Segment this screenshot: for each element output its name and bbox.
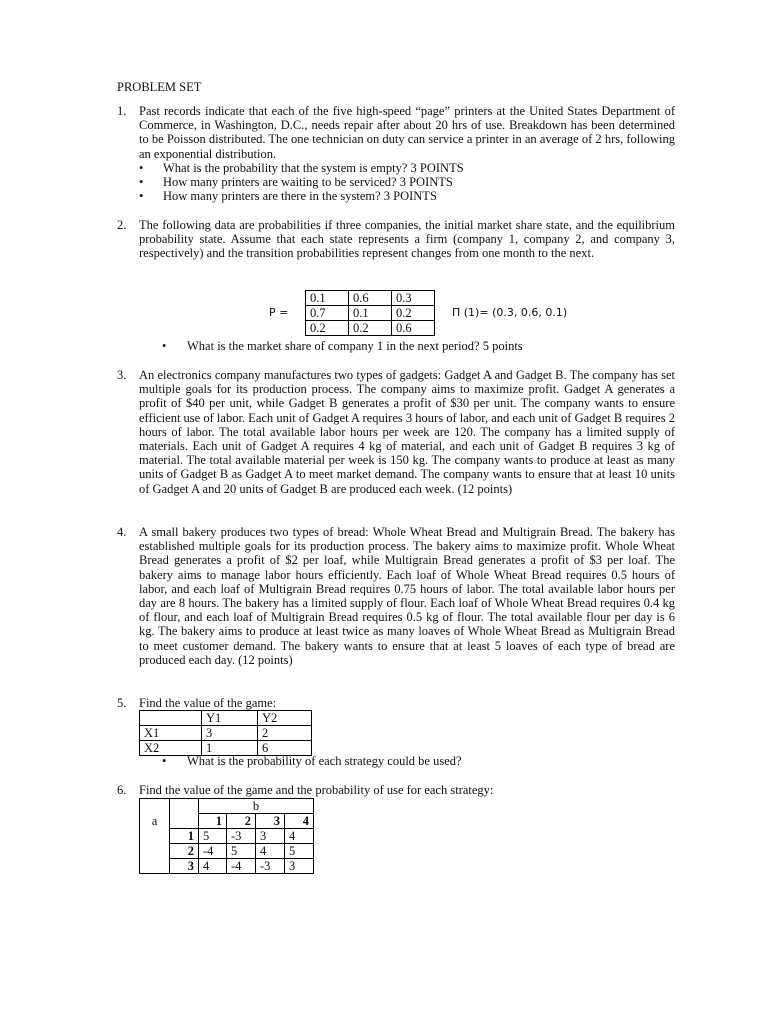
table-row bbox=[140, 799, 314, 814]
table-cell: 1 bbox=[202, 741, 258, 756]
column-player-label: b bbox=[199, 799, 314, 814]
table-cell: 0.6 bbox=[349, 291, 392, 306]
question-1 bbox=[117, 104, 675, 203]
table-row bbox=[140, 711, 312, 726]
list-item: • How many printers are there in the system? 3 POINTS bbox=[139, 189, 675, 203]
question-text: Find the value of the game and the probability of use for each strategy: bbox=[139, 783, 494, 797]
document-page: PROBLEM SET 1. Past records indicate that each of the five high-speed “page” printers at the United States Department of Commerce, in Washington, D.C., needs repair after about 20 hrs of use. Breakdown has been determined to be Poisson distributed. The one technician on duty can service a printer in an average of 2 hrs, following an exponential distribution. • What is the probability that the system is empty? 3 POINTS • How many printers are waiting to be serviced? 3 POINTS • How many printers are there in the system? 3 POINTS 2. The following data are probabilities if three companies, the initial market share state, and the equilibrium probability state. Assume that each state represents a firm (company 1, company 2, and company 3, respectively) and the transition probabilities represent changes from one month to the next. P = 0.1 0.6 0.3 0.7 0.1 0.2 0.2 0.2 0.6 Π (1)= (0.3, 0.6, 0.1) • What is the market share of company 1 in the next period? 5 points 3. An electronics company manufactures two types of gadgets: Gadget A and Gadget B. The company has set multiple goals for its production process. The company aims to maximize profit. Gadget A generates a profit of $40 per unit, while Gadget B generates a profit of $30 per unit. The company wants to ensure efficient use of labor. Each unit of Gadget A requires 3 hours of labor, and each unit of Gadget B requires 2 hours of labor. The total available labor hours per week are 120. The company has a limited supply of materials. Each unit of Gadget A requires 4 kg of material, and each unit of Gadget B requires 3 kg of material. The total available material per week is 150 kg. The company wants to produce at least as many units of Gadget B as Gadget A to meet market demand. The company wants to ensure that at least 10 units of Gadget A and 20 units of Gadget B are produced each week. (12 points) 4. A small bakery produces two types of bread: Whole Wheat Bread and Multigrain Bread. The bakery has established multiple goals for its production process. The bakery aims to maximize profit. Whole Wheat Bread generates a profit of $2 per loaf, while Multigrain Bread generates a profit of $3 per loaf. The bakery aims to manage labor hours efficiently. Each loaf of Whole Wheat Bread requires 0.5 hours of labor, and each loaf of Multigrain Bread requires 0.75 hours of labor. The total available labor hours per day are 8 hours. The bakery has a limited supply of flour. Each loaf of Whole Wheat Bread requires 0.4 kg of flour, and each loaf of Multigrain Bread requires 0.5 kg of flour. The total available flour per day is 6 kg. The bakery aims to produce at least twice as many loaves of Whole Wheat Bread as Multigrain Bread to meet customer demand. The bakery wants to ensure that at least 5 loaves of each type of bread are produced each day. (12 points) 5. Find the value of the game: Y1 Y2 X1 3 2 X2 1 6 • What is the probability of each strategy could be used? 6. Find the value of the game and the probability of use for each strategy: b a 1 2 3 4 1 5 -3 3 4 2 -4 5 4 5 3 4 -4 -3 3 bbox=[0, 0, 768, 1024]
table-cell: Y2 bbox=[258, 711, 312, 726]
question-4 bbox=[117, 525, 675, 667]
question-text: The following data are probabilities if three companies, the initial market share state, and the equilibrium probability state. Assume that each state represents a firm (company 1, company 2, and company 3, respectively) and the transition probabilities represent changes from one month to the next. bbox=[139, 218, 675, 261]
initial-state-label: Π (1)= (0.3, 0.6, 0.1) bbox=[452, 306, 568, 319]
question-5 bbox=[117, 696, 675, 710]
table-cell: -4 bbox=[227, 859, 256, 874]
bullet-list bbox=[139, 161, 675, 204]
page-title: PROBLEM SET bbox=[117, 80, 202, 94]
table-cell: 6 bbox=[258, 741, 312, 756]
table-row bbox=[140, 726, 312, 741]
table-cell: 4 bbox=[199, 859, 227, 874]
transition-matrix bbox=[305, 290, 435, 336]
question-number: 2. bbox=[117, 218, 127, 232]
row-header: 1 bbox=[170, 829, 199, 844]
table-cell: 0.2 bbox=[306, 321, 349, 336]
table-cell: 5 bbox=[227, 844, 256, 859]
table-cell: 5 bbox=[285, 844, 314, 859]
table-cell: 2 bbox=[258, 726, 312, 741]
row-player-label: a bbox=[140, 814, 170, 829]
question-text: An electronics company manufactures two types of gadgets: Gadget A and Gadget B. The company has set multiple goals for its production process. The company aims to maximize profit. Gadget A generates a profit of $40 per unit, while Gadget B generates a profit of $30 per unit. The company wants to ensure efficient use of labor. Each unit of Gadget A requires 3 hours of labor, and each unit of Gadget B requires 2 hours of labor. The total available labor hours per week are 120. The company has a limited supply of materials. Each unit of Gadget A requires 4 kg of material, and each unit of Gadget B requires 3 kg of material. The total available material per week is 150 kg. The company wants to produce at least as many units of Gadget B as Gadget A to meet market demand. The company wants to ensure that at least 10 units of Gadget A and 20 units of Gadget B are produced each week. (12 points) bbox=[139, 368, 675, 496]
table-cell: 3 bbox=[202, 726, 258, 741]
p-label: P = bbox=[269, 306, 289, 319]
row-header: 2 bbox=[170, 844, 199, 859]
list-item: • How many printers are waiting to be serviced? 3 POINTS bbox=[139, 175, 675, 189]
table-row bbox=[140, 814, 314, 829]
table-row bbox=[140, 844, 314, 859]
table-cell: 5 bbox=[199, 829, 227, 844]
column-header: 4 bbox=[285, 814, 314, 829]
table-cell: 0.1 bbox=[306, 291, 349, 306]
table-cell: -4 bbox=[199, 844, 227, 859]
table-cell: X1 bbox=[140, 726, 202, 741]
table-cell: 0.7 bbox=[306, 306, 349, 321]
column-header: 3 bbox=[256, 814, 285, 829]
question-text: Past records indicate that each of the five high-speed “page” printers at the United States Department of Commerce, in Washington, D.C., needs repair after about 20 hrs of use. Breakdown has been determined to be Poisson distributed. The one technician on duty can service a printer in an average of 2 hrs, following an exponential distribution. bbox=[139, 104, 675, 161]
question-number: 3. bbox=[117, 368, 127, 382]
question-number: 6. bbox=[117, 783, 127, 797]
table-cell: Y1 bbox=[202, 711, 258, 726]
table-row bbox=[306, 321, 435, 336]
table-cell: X2 bbox=[140, 741, 202, 756]
table-cell: -3 bbox=[256, 859, 285, 874]
table-cell: -3 bbox=[227, 829, 256, 844]
question-number: 4. bbox=[117, 525, 127, 539]
table-cell: 0.3 bbox=[392, 291, 435, 306]
table-cell: 0.2 bbox=[392, 306, 435, 321]
question-text: A small bakery produces two types of bread: Whole Wheat Bread and Multigrain Bread. The bakery has established multiple goals for its production process. The bakery aims to maximize profit. Whole Wheat Bread generates a profit of $2 per loaf, while Multigrain Bread generates a profit of $3 per loaf. The bakery aims to manage labor hours efficiently. Each loaf of Whole Wheat Bread requires 0.5 hours of labor, and each loaf of Multigrain Bread requires 0.75 hours of labor. The total available labor hours per day are 8 hours. The bakery has a limited supply of flour. Each loaf of Whole Wheat Bread requires 0.4 kg of flour, and each loaf of Multigrain Bread requires 0.5 kg of flour. The total available flour per day is 6 kg. The bakery aims to produce at least twice as many loaves of Whole Wheat Bread as Multigrain Bread to meet customer demand. The bakery wants to ensure that at least 5 loaves of each type of bread are produced each day. (12 points) bbox=[139, 525, 675, 667]
table-cell: 4 bbox=[285, 829, 314, 844]
row-header: 3 bbox=[170, 859, 199, 874]
table-row bbox=[306, 306, 435, 321]
table-cell: 3 bbox=[285, 859, 314, 874]
payoff-table-5 bbox=[139, 710, 312, 756]
column-header: 2 bbox=[227, 814, 256, 829]
question-6 bbox=[117, 783, 675, 797]
table-cell: 4 bbox=[256, 844, 285, 859]
question-text: Find the value of the game: bbox=[139, 696, 277, 710]
table-cell: 0.6 bbox=[392, 321, 435, 336]
list-item: • What is the probability that the system is empty? 3 POINTS bbox=[139, 161, 675, 175]
question-3 bbox=[117, 368, 675, 496]
question-2 bbox=[117, 218, 675, 261]
table-cell: 3 bbox=[256, 829, 285, 844]
question-number: 1. bbox=[117, 104, 127, 118]
table-row bbox=[306, 291, 435, 306]
table-row bbox=[140, 859, 314, 874]
payoff-table-6 bbox=[139, 798, 314, 874]
table-row bbox=[140, 829, 314, 844]
table-cell: 0.1 bbox=[349, 306, 392, 321]
question-number: 5. bbox=[117, 696, 127, 710]
table-cell: 0.2 bbox=[349, 321, 392, 336]
column-header: 1 bbox=[199, 814, 227, 829]
table-cell bbox=[140, 711, 202, 726]
